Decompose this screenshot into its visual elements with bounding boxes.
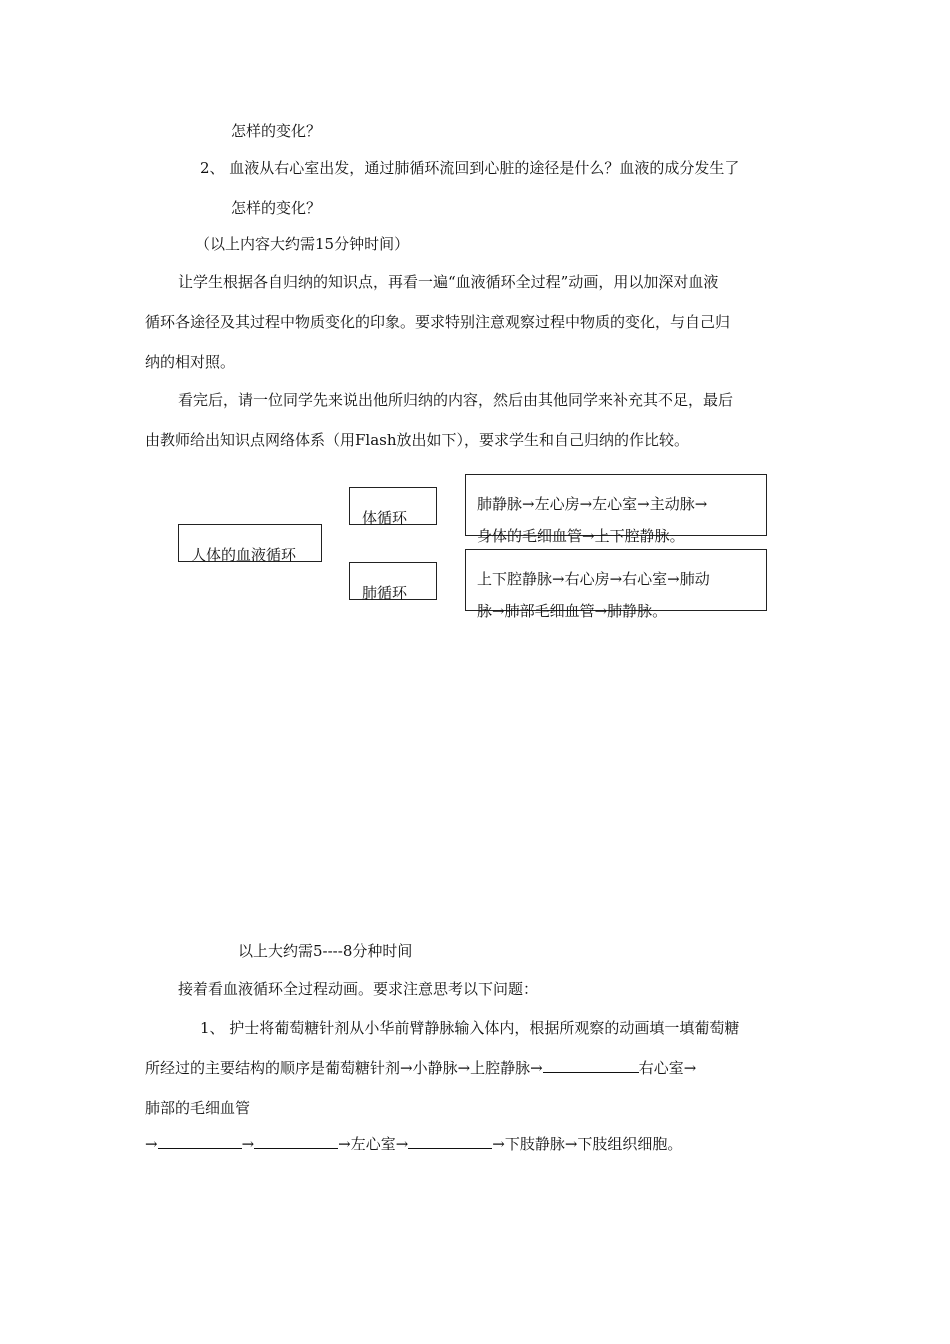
time-note: 以上大约需5----8分种时间 [238, 942, 413, 960]
time-note: （以上内容大约需15分钟时间） [195, 235, 410, 253]
answer-blank-3[interactable] [254, 1133, 338, 1149]
paragraph-line: 肺部的毛细血管 [145, 1099, 251, 1117]
systemic-path-line-1: 肺静脉→左心房→左心室→主动脉→ [477, 495, 708, 513]
paragraph-line: 怎样的变化？ [231, 199, 322, 217]
fill-text: →左心室→ [338, 1135, 409, 1153]
paragraph-line: 接着看血液循环全过程动画。要求注意思考以下问题： [178, 980, 539, 998]
question-2-line: 2、 血液从右心室出发，通过肺循环流回到心脏的途径是什么？血液的成分发生了 [200, 159, 740, 177]
pulmonary-label: 肺循环 [362, 584, 408, 602]
pulmonary-path-line-2: 脉→肺部毛细血管→肺静脉。 [477, 602, 668, 620]
fill-text: → [241, 1135, 255, 1153]
systemic-path-line-2: 身体的毛细血管→上下腔静脉。 [477, 527, 685, 545]
answer-blank-2[interactable] [158, 1133, 242, 1149]
answer-blank-1[interactable] [543, 1057, 639, 1073]
fill-text: 所经过的主要结构的顺序是葡萄糖针剂→小静脉→上腔静脉→ [145, 1059, 543, 1077]
root-label: 人体的血液循环 [191, 546, 297, 564]
paragraph-line: 看完后，请一位同学先来说出他所归纳的内容，然后由其他同学来补充其不足，最后 [178, 391, 734, 409]
pulmonary-path-line-1: 上下腔静脉→右心房→右心室→肺动 [477, 570, 710, 588]
paragraph-line: 由教师给出知识点网络体系（用Flash放出如下），要求学生和自己归纳的作比较。 [145, 431, 690, 449]
fill-text: →下肢静脉→下肢组织细胞。 [492, 1135, 683, 1153]
fill-text: 右心室→ [638, 1059, 697, 1077]
answer-blank-4[interactable] [408, 1133, 492, 1149]
systemic-label: 体循环 [362, 509, 408, 527]
paragraph-line: 纳的相对照。 [145, 353, 236, 371]
question-1-line: 1、 护士将葡萄糖针剂从小华前臂静脉输入体内，根据所观察的动画填一填葡萄糖 [200, 1019, 740, 1037]
fill-in-line [145, 1057, 696, 1078]
fill-in-line [145, 1133, 682, 1154]
fill-text: → [145, 1135, 158, 1153]
paragraph-line: 循环各途径及其过程中物质变化的印象。要求特别注意观察过程中物质的变化，与自己归 [145, 313, 731, 331]
paragraph-line: 让学生根据各自归纳的知识点，再看一遍“血液循环全过程”动画，用以加深对血液 [178, 273, 719, 291]
paragraph-line: 怎样的变化？ [231, 122, 322, 140]
